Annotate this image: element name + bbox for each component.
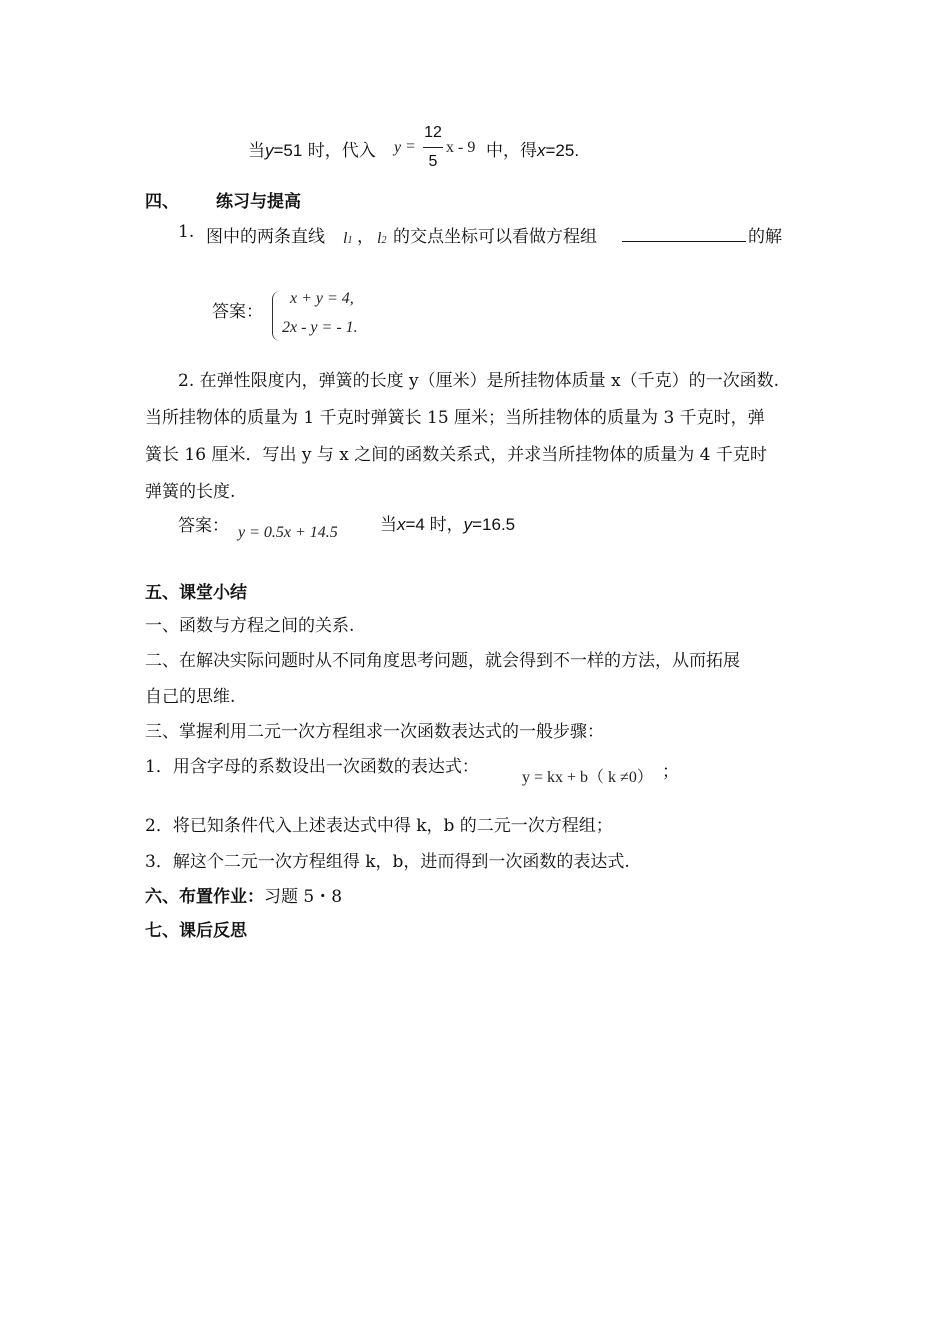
q2-answer-formula: y = 0.5x + 14.5	[238, 524, 338, 541]
q2-answer-label: 答案：	[178, 516, 229, 536]
top-y-var: y	[265, 141, 274, 160]
top-text-in: 中，得	[486, 141, 537, 161]
top-frac-bar	[423, 147, 443, 148]
section5-p2a: 二、在解决实际问题时从不同角度思考问题，就会得到不一样的方法，从而拓展	[145, 651, 740, 671]
top-formula-y: y	[394, 139, 402, 156]
q2-answer-when: 当	[380, 515, 397, 535]
q1-number: 1.	[178, 222, 195, 242]
top-formula-tail: x - 9	[446, 139, 476, 156]
q1-text-b: 的交点坐标可以看做方程组	[393, 227, 597, 247]
section5-step1-formula: y = kx + b（ k ≠0）	[522, 769, 653, 786]
q1-text-c: 的解	[748, 227, 782, 247]
top-result-line	[486, 136, 579, 161]
top-result: =25.	[545, 141, 580, 160]
section5-p3: 三、掌握利用二元一次方程组求一次函数表达式的一般步骤：	[145, 722, 604, 742]
q2-answer-y-val: =16.5	[472, 515, 516, 534]
section5-heading: 五、课堂小结	[145, 583, 247, 603]
q1-answer-label: 答案：	[212, 302, 263, 322]
q1-comma: ，	[357, 227, 374, 247]
q1-l1	[343, 230, 352, 248]
q1-system-brace	[272, 291, 280, 341]
q2-answer-x: x	[397, 515, 406, 534]
section5-p1: 一、函数与方程之间的关系.	[145, 616, 355, 636]
section5-step3: 3．解这个二元一次方程组得 k，b，进而得到一次函数的表达式.	[145, 852, 630, 872]
q2-line2: 当所挂物体的质量为 1 千克时弹簧长 15 厘米；当所挂物体的质量为 3 千克时，弹	[145, 408, 765, 428]
section5-step1-text: 1．用含字母的系数设出一次函数的表达式：	[145, 757, 479, 777]
q1-eq1: x + y = 4,	[290, 290, 354, 307]
q1-eq2: 2x - y = - 1.	[282, 319, 358, 336]
top-formula-eq: =	[406, 138, 416, 155]
section6-heading: 六、布置作业：	[145, 887, 264, 907]
q1-l2-letter: l	[377, 230, 382, 247]
top-line	[248, 136, 376, 161]
q1-l2-sub: 2	[381, 235, 387, 246]
section4-heading-num: 四、	[145, 192, 179, 212]
section7-heading: 七、课后反思	[145, 921, 247, 941]
q2-line4: 弹簧的长度.	[145, 482, 236, 502]
q1-l1-letter: l	[343, 230, 348, 247]
top-eq51: =51	[273, 141, 303, 160]
q2-line3: 簧长 16 厘米．写出 y 与 x 之间的函数关系式，并求当所挂物体的质量为 4 千克时	[145, 445, 767, 465]
section5-p2b: 自己的思维.	[145, 687, 236, 707]
top-x-var: x	[537, 141, 546, 160]
q1-l2	[377, 230, 386, 248]
q1-l1-sub: 1	[347, 235, 353, 246]
q1-answer-blank	[622, 241, 746, 242]
section6-line	[145, 882, 342, 907]
q2-answer-result	[380, 510, 515, 535]
section6-text: 习题 5・8	[264, 887, 343, 907]
q1-text-a: 图中的两条直线	[206, 227, 325, 247]
q2-answer-y: y	[463, 515, 473, 534]
q2-line1: 2. 在弹性限度内，弹簧的长度 y（厘米）是所挂物体质量 x（千克）的一次函数.	[178, 371, 780, 391]
top-frac-num: 12	[424, 124, 442, 141]
section5-step2: 2．将已知条件代入上述表达式中得 k，b 的二元一次方程组；	[145, 816, 613, 836]
q2-answer-x-val: =4 时，	[405, 515, 464, 534]
top-text-when: 时，代入	[302, 141, 376, 161]
top-frac-den: 5	[428, 153, 438, 170]
section4-heading-title: 练习与提高	[216, 192, 301, 212]
section5-step1-end: ；	[662, 762, 679, 782]
top-prefix: 当	[248, 141, 265, 161]
